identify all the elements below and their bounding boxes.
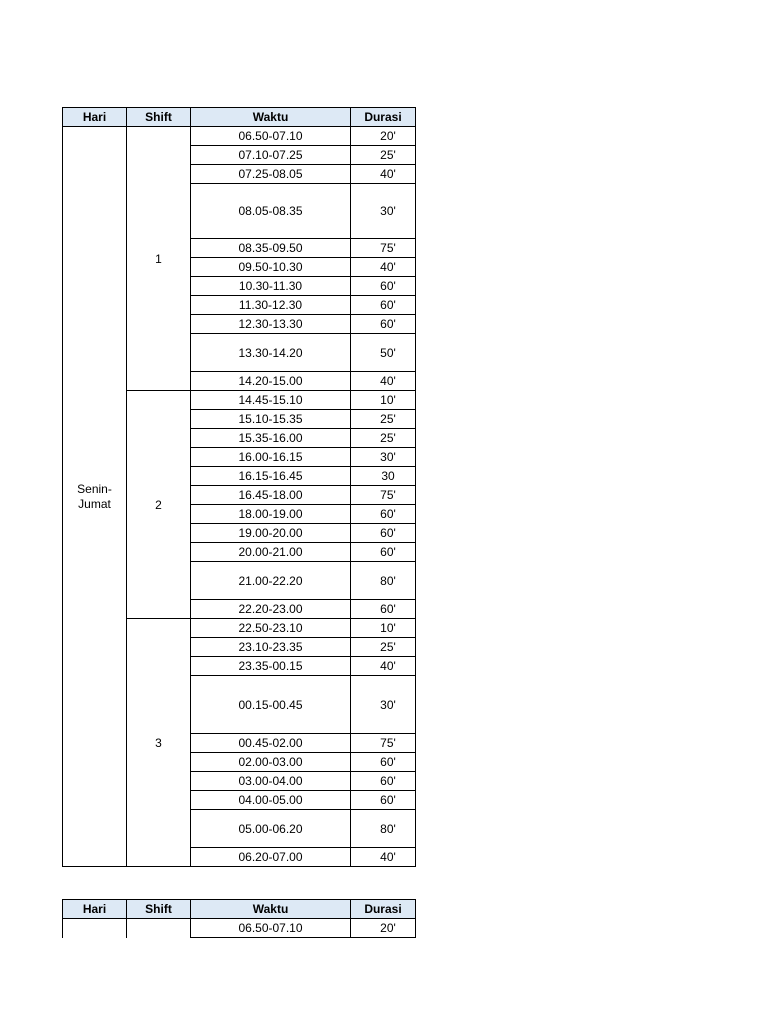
shift-cell: 3 xyxy=(127,619,191,867)
durasi-cell: 50' xyxy=(351,334,416,372)
durasi-cell: 25' xyxy=(351,410,416,429)
durasi-cell: 75' xyxy=(351,486,416,505)
waktu-cell: 23.35-00.15 xyxy=(191,657,351,676)
durasi-cell: 60' xyxy=(351,753,416,772)
waktu-cell: 16.45-18.00 xyxy=(191,486,351,505)
header-waktu: Waktu xyxy=(191,108,351,127)
header-row xyxy=(63,108,416,127)
day-cell xyxy=(63,919,127,938)
header-shift: Shift xyxy=(127,900,191,919)
waktu-cell: 04.00-05.00 xyxy=(191,791,351,810)
durasi-cell: 60' xyxy=(351,277,416,296)
shift-cell: 1 xyxy=(127,127,191,391)
durasi-cell: 30' xyxy=(351,448,416,467)
durasi-cell: 30' xyxy=(351,184,416,239)
waktu-cell: 11.30-12.30 xyxy=(191,296,351,315)
table-row xyxy=(63,127,416,146)
durasi-cell: 75' xyxy=(351,239,416,258)
durasi-cell: 40' xyxy=(351,165,416,184)
durasi-cell: 80' xyxy=(351,810,416,848)
durasi-cell: 20' xyxy=(351,919,416,938)
waktu-cell: 14.20-15.00 xyxy=(191,372,351,391)
waktu-cell: 00.15-00.45 xyxy=(191,676,351,734)
durasi-cell: 60' xyxy=(351,524,416,543)
durasi-cell: 25' xyxy=(351,429,416,448)
schedule-table xyxy=(62,107,416,867)
waktu-cell: 12.30-13.30 xyxy=(191,315,351,334)
waktu-cell: 21.00-22.20 xyxy=(191,562,351,600)
durasi-cell: 20' xyxy=(351,127,416,146)
durasi-cell: 60' xyxy=(351,791,416,810)
durasi-cell: 10' xyxy=(351,391,416,410)
durasi-cell: 75' xyxy=(351,734,416,753)
shift-cell xyxy=(127,919,191,938)
header-durasi: Durasi xyxy=(351,900,416,919)
waktu-cell: 07.25-08.05 xyxy=(191,165,351,184)
durasi-cell: 60' xyxy=(351,772,416,791)
waktu-cell: 13.30-14.20 xyxy=(191,334,351,372)
durasi-cell: 60' xyxy=(351,315,416,334)
waktu-cell: 16.15-16.45 xyxy=(191,467,351,486)
durasi-cell: 40' xyxy=(351,848,416,867)
durasi-cell: 40' xyxy=(351,258,416,277)
shift-cell: 2 xyxy=(127,391,191,619)
schedule-table-2 xyxy=(62,899,416,938)
waktu-cell: 06.50-07.10 xyxy=(191,919,351,938)
waktu-cell: 16.00-16.15 xyxy=(191,448,351,467)
durasi-cell: 60' xyxy=(351,543,416,562)
waktu-cell: 15.35-16.00 xyxy=(191,429,351,448)
header-shift: Shift xyxy=(127,108,191,127)
waktu-cell: 03.00-04.00 xyxy=(191,772,351,791)
waktu-cell: 15.10-15.35 xyxy=(191,410,351,429)
durasi-cell: 40' xyxy=(351,372,416,391)
header-hari: Hari xyxy=(63,900,127,919)
durasi-cell: 60' xyxy=(351,296,416,315)
waktu-cell: 23.10-23.35 xyxy=(191,638,351,657)
waktu-cell: 19.00-20.00 xyxy=(191,524,351,543)
waktu-cell: 02.00-03.00 xyxy=(191,753,351,772)
durasi-cell: 60' xyxy=(351,505,416,524)
waktu-cell: 22.50-23.10 xyxy=(191,619,351,638)
waktu-cell: 10.30-11.30 xyxy=(191,277,351,296)
waktu-cell: 07.10-07.25 xyxy=(191,146,351,165)
header-row xyxy=(63,900,416,919)
durasi-cell: 25' xyxy=(351,638,416,657)
waktu-cell: 14.45-15.10 xyxy=(191,391,351,410)
waktu-cell: 20.00-21.00 xyxy=(191,543,351,562)
day-label-line2: Jumat xyxy=(78,496,111,511)
waktu-cell: 22.20-23.00 xyxy=(191,600,351,619)
waktu-cell: 08.35-09.50 xyxy=(191,239,351,258)
header-hari: Hari xyxy=(63,108,127,127)
waktu-cell: 08.05-08.35 xyxy=(191,184,351,239)
durasi-cell: 30 xyxy=(351,467,416,486)
waktu-cell: 06.20-07.00 xyxy=(191,848,351,867)
table-row xyxy=(63,919,416,938)
durasi-cell: 25' xyxy=(351,146,416,165)
waktu-cell: 18.00-19.00 xyxy=(191,505,351,524)
durasi-cell: 60' xyxy=(351,600,416,619)
waktu-cell: 06.50-07.10 xyxy=(191,127,351,146)
waktu-cell: 09.50-10.30 xyxy=(191,258,351,277)
durasi-cell: 40' xyxy=(351,657,416,676)
header-waktu: Waktu xyxy=(191,900,351,919)
day-cell xyxy=(63,127,127,867)
durasi-cell: 10' xyxy=(351,619,416,638)
day-label-line1: Senin- xyxy=(77,481,112,496)
waktu-cell: 00.45-02.00 xyxy=(191,734,351,753)
durasi-cell: 30' xyxy=(351,676,416,734)
waktu-cell: 05.00-06.20 xyxy=(191,810,351,848)
durasi-cell: 80' xyxy=(351,562,416,600)
header-durasi: Durasi xyxy=(351,108,416,127)
